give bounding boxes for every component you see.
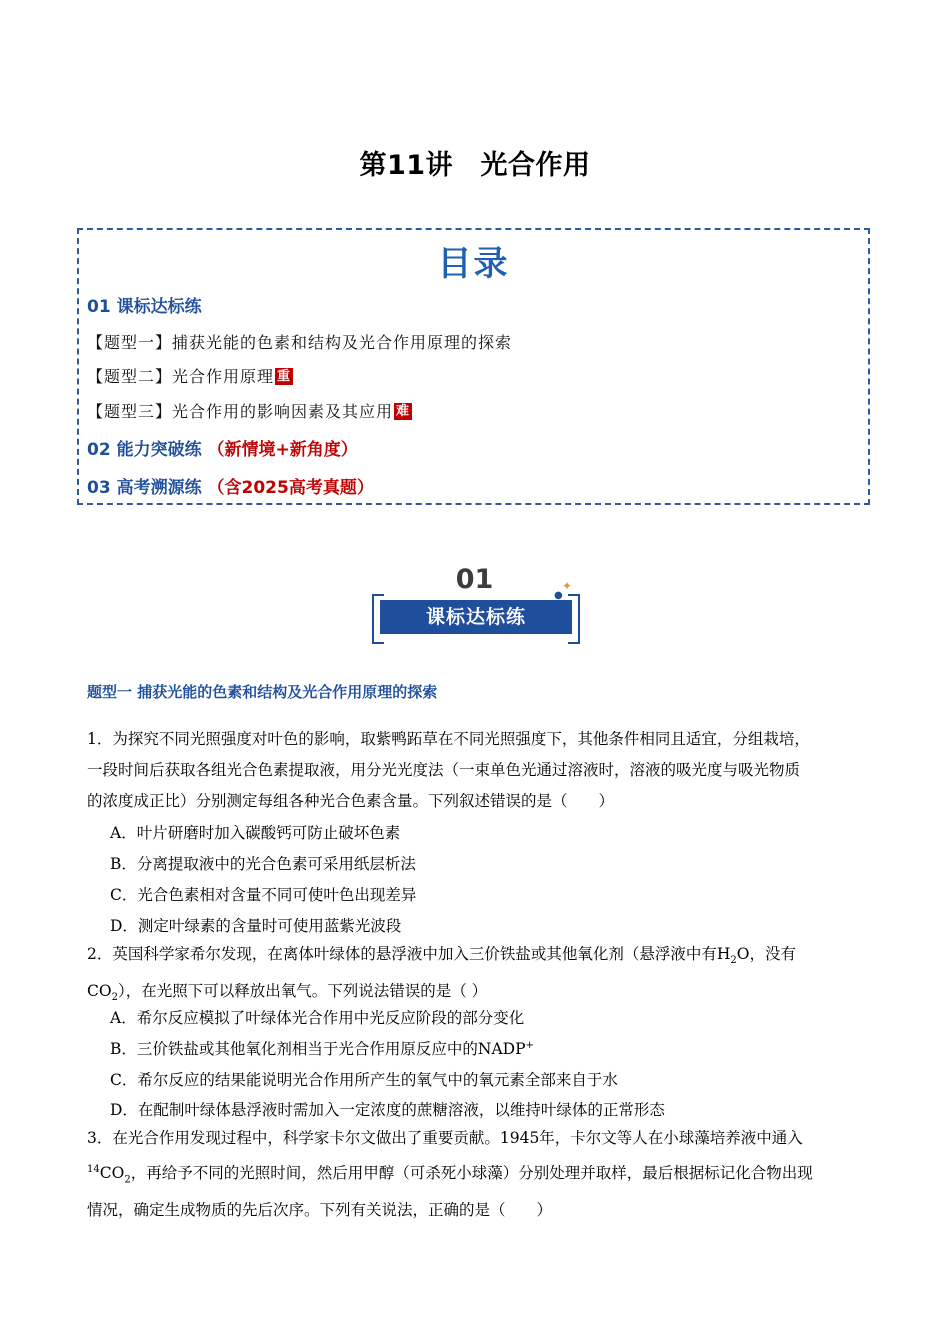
toc-type-label: 【题型三】光合作用的影响因素及其应用 bbox=[87, 402, 394, 421]
text-line: $^{14}CO_2$，再给予不同的光照时间，然后用甲醇（可杀死小球藻）分别处理并取样，最后根据标记化合物出现 bbox=[87, 1164, 813, 1186]
question-2-option-c[interactable]: C．希尔反应的结果能说明光合作用所产生的氧气中的氧元素全部来自于水 bbox=[110, 1071, 618, 1089]
text-line: 情况，确定生成物质的先后次序。下列有关说法，正确的是（ ） bbox=[87, 1201, 553, 1220]
dot-icon: ● bbox=[554, 590, 563, 601]
important-tag: 重 bbox=[277, 369, 292, 384]
toc-type-3[interactable] bbox=[87, 399, 412, 422]
toc-section-label: 03 高考溯源练 bbox=[87, 478, 202, 498]
text-line: 的浓度成正比）分别测定每组各种光合色素含量。下列叙述错误的是（ ） bbox=[87, 792, 615, 810]
question-1-option-d[interactable]: D．测定叶绿素的含量时可使用蓝紫光波段 bbox=[110, 917, 402, 935]
toc-section-3[interactable] bbox=[87, 473, 374, 498]
question-1-option-b[interactable]: B．分离提取液中的光合色素可采用纸层析法 bbox=[110, 855, 416, 873]
toc-section-label: 01 课标达标练 bbox=[87, 297, 202, 317]
section-heading: 题型一 捕获光能的色素和结构及光合作用原理的探索 bbox=[87, 683, 438, 701]
banner-label: 课标达标练 bbox=[380, 600, 572, 634]
toc-heading: 目录 bbox=[437, 244, 510, 284]
toc-section-1[interactable] bbox=[87, 292, 202, 317]
toc-section-label: 02 能力突破练 bbox=[87, 440, 202, 460]
question-1-option-a[interactable]: A．叶片研磨时加入碳酸钙可防止破坏色素 bbox=[110, 824, 401, 842]
section-banner bbox=[372, 564, 582, 644]
table-of-contents bbox=[77, 228, 870, 505]
toc-section-2[interactable] bbox=[87, 435, 358, 460]
toc-section-extra: （新情境+新角度） bbox=[207, 440, 358, 460]
question-2-option-a[interactable]: A．希尔反应模拟了叶绿体光合作用中光反应阶段的部分变化 bbox=[110, 1009, 525, 1027]
text-line: 一段时间后获取各组光合色素提取液，用分光光度法（一束单色光通过溶液时，溶液的吸光度与吸光物质 bbox=[87, 761, 801, 779]
question-2-option-b[interactable]: B．三价铁盐或其他氧化剂相当于光合作用原反应中的NADP+ bbox=[110, 1039, 534, 1058]
toc-type-1[interactable] bbox=[87, 330, 512, 353]
question-1-stem bbox=[87, 724, 862, 817]
difficult-tag: 难 bbox=[396, 404, 411, 419]
page-title: 第11讲 光合作用 bbox=[359, 150, 591, 181]
toc-type-2[interactable] bbox=[87, 364, 293, 387]
question-2-option-d[interactable]: D．在配制叶绿体悬浮液时需加入一定浓度的蔗糖溶液，以维持叶绿体的正常形态 bbox=[110, 1101, 665, 1119]
text-line: $CO_2$），在光照下可以释放出氧气。下列说法错误的是（ ） bbox=[87, 982, 488, 1004]
question-1-option-c[interactable]: C．光合色素相对含量不同可使叶色出现差异 bbox=[110, 886, 417, 904]
question-3-stem bbox=[87, 1123, 862, 1226]
toc-type-label: 【题型二】光合作用原理 bbox=[87, 367, 275, 386]
sparkle-icon: ✦ bbox=[562, 579, 573, 593]
text-line: 1．为探究不同光照强度对叶色的影响，取紫鸭跖草在不同光照强度下，其他条件相同且适宜，分组栽培， bbox=[87, 730, 810, 748]
text-line: 2．英国科学家希尔发现，在离体叶绿体的悬浮液中加入三价铁盐或其他氧化剂（悬浮液中有$H_2O$，没有 bbox=[87, 945, 796, 967]
toc-type-label: 【题型一】捕获光能的色素和结构及光合作用原理的探索 bbox=[87, 333, 513, 352]
toc-section-extra: （含2025高考真题） bbox=[207, 478, 374, 498]
text-line: 3．在光合作用发现过程中，科学家卡尔文做出了重要贡献。1945年，卡尔文等人在小球藻培养液中通入 bbox=[87, 1129, 803, 1147]
question-2-stem bbox=[87, 939, 862, 1013]
banner-number: 01 bbox=[455, 564, 494, 595]
